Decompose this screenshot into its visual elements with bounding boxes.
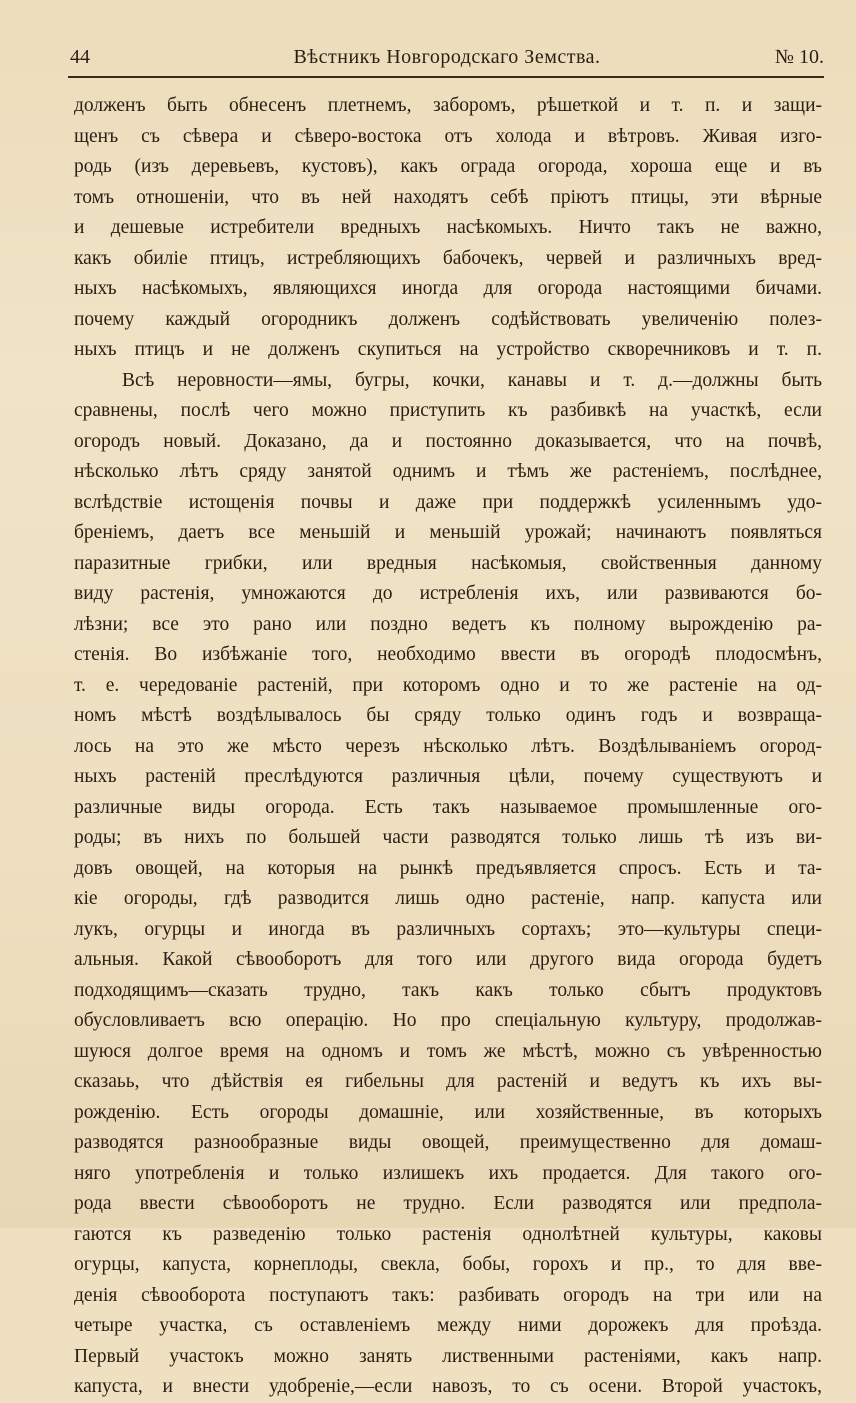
text-line: капуста, и внести удобреніе,—если навозъ, то съ осени. Второй участокъ, [74,1376,822,1397]
text-line: рожденію. Есть огороды домашніе, или хозяйственные, въ которыхъ [74,1101,822,1123]
text-line: гаются къ разведенію только растенія однолѣтней культуры, каковы [74,1223,822,1245]
journal-title: Вѣстникъ Новгородскаго Земства. [293,46,601,68]
text-line: почему каждый огородникъ долженъ содѣйствовать увеличенію полез- [74,308,822,330]
text-line: лукъ, огурцы и иногда въ различныхъ сортахъ; это—культуры специ- [74,918,822,940]
header-rule [68,76,824,78]
text-line: нѣсколько лѣтъ сряду занятой однимъ и тѣмъ же растеніемъ, послѣднее, [74,461,822,482]
text-line: бреніемъ, даетъ все меньшій и меньшій урожай; начинаютъ появляться [74,522,822,543]
text-line: ныхъ птицъ и не долженъ скупиться на устройство скворечниковъ и т. п. [74,339,822,360]
text-line: Первый участокъ можно занять лиственными растеніями, какъ напр. [74,1345,822,1367]
text-line: лось на это же мѣсто черезъ нѣсколько лѣтъ. Воздѣлываніемъ огород- [74,735,822,757]
text-line: какъ обиліе птицъ, истребляющихъ бабочекъ, червей и различныхъ вред- [74,247,822,269]
text-line: томъ отношеніи, что въ ней находятъ себѣ пріютъ птицы, эти вѣрные [74,186,822,208]
text-line: щенъ съ сѣвера и сѣверо-востока отъ холода и вѣтровъ. Живая изго- [74,125,822,147]
text-line: т. е. чередованіе растеній, при которомъ одно и то же растеніе на од- [74,674,822,696]
running-head [70,46,824,74]
text-line: альныя. Какой сѣвооборотъ для того или другого вида огорода будетъ [74,949,822,970]
text-line: огородъ новый. Доказано, да и постоянно доказывается, что на почвѣ, [74,430,822,452]
text-line: шуюся долгое время на одномъ и томъ же мѣстѣ, можно съ увѣренностью [74,1040,822,1062]
text-line: ныхъ насѣкомыхъ, являющихся иногда для огорода настоящими бичами. [74,278,822,299]
text-line: вслѣдствіе истощенія почвы и даже при поддержкѣ усиленнымъ удо- [74,491,822,513]
text-line: номъ мѣстѣ воздѣлывалось бы сряду только одинъ годъ и возвраща- [74,705,822,726]
text-line: Всѣ неровности—ямы, бугры, кочки, канавы и т. д.—должны быть [122,369,822,391]
text-line: обусловливаетъ всю операцію. Но про спеціальную культуру, продолжав- [74,1010,822,1031]
text-line: и дешевые истребители вредныхъ насѣкомыхъ. Ничто такъ не важно, [74,217,822,238]
text-line: стенія. Во избѣжаніе того, необходимо ввести въ огородѣ плодосмѣнъ, [74,644,822,665]
text-line: денія сѣвооборота поступаютъ такъ: разбивать огородъ на три или на [74,1284,822,1306]
text-line: ныхъ растеній преслѣдуются различныя цѣли, почему существуютъ и [74,766,822,787]
text-line: различные виды огорода. Есть такъ называемое промышленные ого- [74,796,822,818]
text-line: сказаьь, что дѣйствія ея гибельны для растеній и ведутъ къ ихъ вы- [74,1071,822,1092]
text-line: рода ввести сѣвооборотъ не трудно. Если разводятся или предпола- [74,1193,822,1214]
text-line: кіе огороды, гдѣ разводится лишь одно растеніе, напр. капуста или [74,888,822,909]
text-line: няго употребленія и только излишекъ ихъ продается. Для такого ого- [74,1162,822,1184]
text-line: сравнены, послѣ чего можно приступить къ разбивкѣ на участкѣ, если [74,400,822,421]
text-line: подходящимъ—сказать трудно, такъ какъ только сбытъ продуктовъ [74,979,822,1001]
issue-number: № 10. [774,46,824,68]
text-line: довъ овощей, на которыя на рынкѣ предъявляется спросъ. Есть и та- [74,857,822,879]
text-line: разводятся разнообразные виды овощей, преимущественно для домаш- [74,1132,822,1153]
body-text [74,91,822,1403]
text-line: долженъ быть обнесенъ плетнемъ, заборомъ, рѣшеткой и т. п. и защи- [74,95,822,116]
text-line: лѣзни; все это рано или поздно ведетъ къ полному вырожденію ра- [74,613,822,635]
page-number: 44 [70,46,90,68]
text-line: паразитные грибки, или вредныя насѣкомыя, свойственныя данному [74,552,822,574]
text-line: родь (изъ деревьевъ, кустовъ), какъ ограда огорода, хороша еще и въ [74,156,822,177]
text-line: виду растенія, умножаются до истребленія ихъ, или развиваются бо- [74,583,822,604]
text-line: роды; въ нихъ по большей части разводятся только лишь тѣ изъ ви- [74,827,822,848]
text-line: четыре участка, съ оставленіемъ между ними дорожекъ для проѣзда. [74,1315,822,1336]
text-line: огурцы, капуста, корнеплоды, свекла, бобы, горохъ и пр., то для вве- [74,1254,822,1275]
